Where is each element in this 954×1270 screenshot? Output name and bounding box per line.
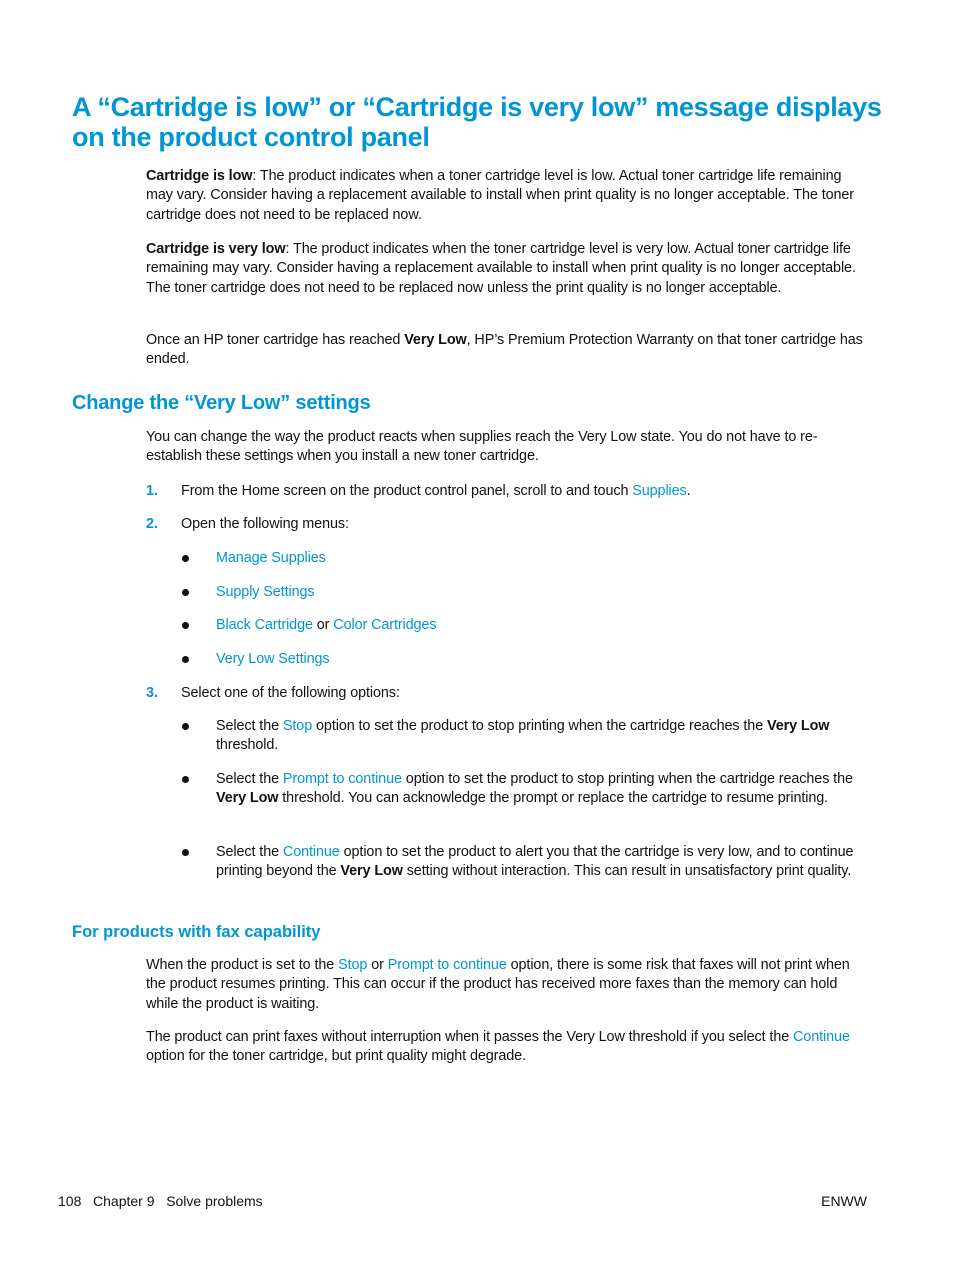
paragraph-text: option for the toner cartridge, but print quality might degrade. (146, 1048, 526, 1065)
continue-link[interactable]: Continue (793, 1029, 850, 1045)
bullet-icon (181, 650, 191, 669)
menu-item (216, 549, 876, 568)
paragraph-text: option, there is some risk that faxes will not print when the product resumes printing. This can occur if the product has received more faxes than the memory can hold while the product is waiting. (146, 957, 850, 1012)
or-text: or (312, 617, 334, 633)
step-3-text: Select one of the following options: (181, 685, 400, 701)
prompt-to-continue-link[interactable]: Prompt to continue (282, 771, 402, 787)
paragraph-cartridge-very-low (146, 240, 871, 298)
step-text: From the Home screen on the product control panel, scroll to and touch (181, 483, 633, 499)
footer-left (58, 1192, 263, 1210)
option-prompt-to-continue (216, 770, 876, 809)
step-text: . (686, 483, 691, 499)
step-1-text (181, 482, 881, 501)
term-very-low: Very Low (340, 863, 403, 880)
term-very-low: Very Low (216, 790, 279, 807)
supplies-link[interactable]: Supplies (632, 483, 687, 499)
paragraph-warranty (146, 331, 871, 370)
color-cartridges-link[interactable]: Color Cartridges (333, 617, 437, 633)
stop-link[interactable]: Stop (338, 957, 368, 973)
step-number: 1. (146, 483, 159, 499)
page-title: A “Cartridge is low” or “Cartridge is very low” message displays on the product control panel (72, 92, 882, 152)
step-2-text: Open the following menus: (181, 516, 349, 532)
fax-paragraph-1 (146, 956, 871, 1014)
bullet-icon (181, 843, 191, 862)
option-text: option to set the product to stop printing when the cartridge reaches the (312, 718, 768, 734)
subsection-heading-fax: For products with fax capability (72, 923, 321, 941)
chapter-title: Solve problems (166, 1193, 263, 1209)
paragraph-text: : The product indicates when a toner cartridge level is low. Actual toner cartridge life remaining may vary. Consider having a replacement available to install when print quality is no longer acceptable. The toner cartridge does not need to be replaced now. (146, 168, 854, 223)
option-text: Select the (216, 844, 283, 860)
option-continue (216, 843, 876, 882)
bullet-icon (181, 770, 191, 789)
option-stop (216, 717, 876, 756)
paragraph-text: Once an HP toner cartridge has reached (146, 332, 405, 348)
paragraph-text: : The product indicates when the toner cartridge level is very low. Actual toner cartridge life remaining may vary. Consider having a replacement available to install when print quality is no longer acceptable. The toner cartridge does not need to be replaced now unless the print quality is no longer acceptable. (146, 241, 856, 296)
menu-item (216, 583, 876, 602)
bullet-icon (181, 583, 191, 602)
option-text: Select the (216, 771, 283, 787)
option-text: setting without interaction. This can result in unsatisfactory print quality. (402, 863, 852, 880)
term-very-low: Very Low (404, 332, 467, 348)
stop-link[interactable]: Stop (282, 718, 313, 734)
manage-supplies-link[interactable]: Manage Supplies (216, 550, 326, 566)
option-text: option to set the product to stop printing when the cartridge reaches the (401, 771, 853, 787)
chapter-label: Chapter 9 (93, 1193, 155, 1209)
option-text: threshold. (216, 737, 279, 754)
section-intro: You can change the way the product reacts when supplies reach the Very Low state. You do not have to re-establish these settings when you install a new toner cartridge. (146, 429, 818, 465)
or-text: or (367, 957, 388, 973)
option-text: option to set the product to alert you that the cartridge is very low, and to continue printing beyond the (216, 844, 854, 880)
term-cartridge-low: Cartridge is low (146, 168, 253, 184)
prompt-to-continue-link[interactable]: Prompt to continue (387, 957, 507, 973)
step-number: 3. (146, 685, 159, 701)
bullet-icon (181, 549, 191, 568)
continue-link[interactable]: Continue (282, 844, 340, 860)
term-cartridge-very-low: Cartridge is very low (146, 241, 286, 257)
menu-item (216, 650, 876, 669)
paragraph-cartridge-low (146, 167, 871, 225)
section-heading-very-low-settings: Change the “Very Low” settings (72, 392, 371, 414)
menu-item (216, 616, 876, 635)
black-cartridge-link[interactable]: Black Cartridge (216, 617, 313, 633)
footer-right: ENWW (821, 1193, 867, 1209)
paragraph-text: , HP’s Premium Protection Warranty on that toner cartridge has ended. (146, 332, 863, 368)
paragraph-text: The product can print faxes without interruption when it passes the Very Low threshold if you select the (146, 1029, 794, 1045)
page-number: 108 (58, 1193, 82, 1209)
bullet-icon (181, 616, 191, 635)
very-low-settings-link[interactable]: Very Low Settings (216, 651, 330, 667)
step-number: 2. (146, 516, 159, 532)
bullet-icon (181, 717, 191, 736)
supply-settings-link[interactable]: Supply Settings (216, 584, 315, 600)
paragraph-text: When the product is set to the (146, 957, 339, 973)
term-very-low: Very Low (767, 718, 830, 734)
option-text: Select the (216, 718, 283, 734)
option-text: threshold. You can acknowledge the prompt or replace the cartridge to resume printing. (278, 790, 829, 807)
fax-paragraph-2 (146, 1028, 871, 1067)
